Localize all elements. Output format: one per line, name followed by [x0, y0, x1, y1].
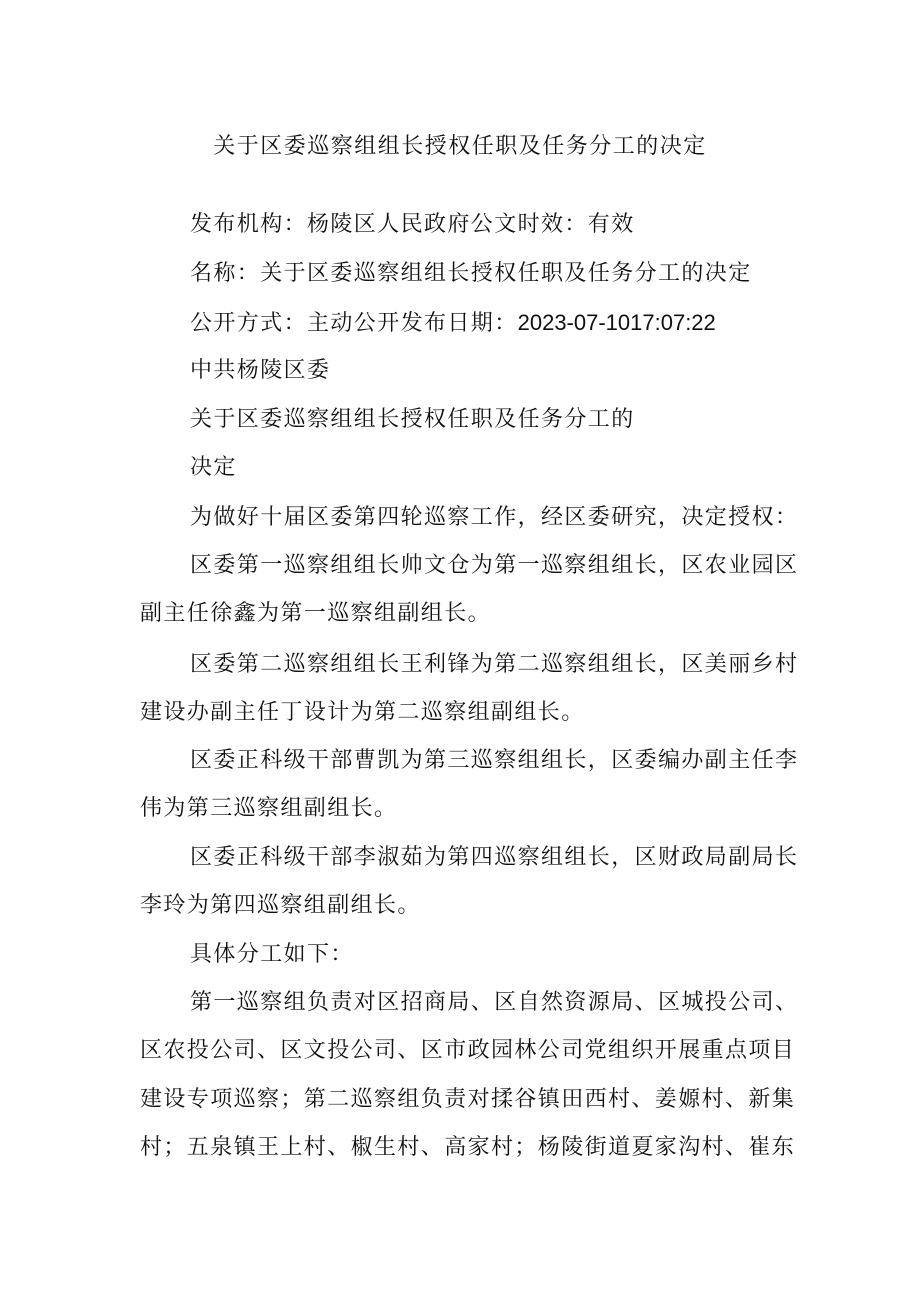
paragraph-line: 副主任徐鑫为第一巡察组副组长。	[140, 601, 492, 626]
paragraph-line: 李玲为第四巡察组副组长。	[140, 893, 421, 918]
issuer: 中共杨陵区委	[190, 358, 331, 383]
paragraph-line: 具体分工如下：	[190, 942, 354, 967]
paragraph-line: 区委第一巡察组组长帅文仓为第一巡察组组长，区农业园区	[190, 553, 799, 578]
name-line: 名称：关于区委巡察组组长授权任职及任务分工的决定	[190, 261, 752, 286]
paragraph-line: 建设专项巡察；第二巡察组负责对揉谷镇田西村、姜嫄村、新集	[140, 1087, 796, 1112]
subtitle-line-1: 关于区委巡察组组长授权任职及任务分工的	[190, 407, 635, 432]
paragraph-line: 区委第二巡察组组长王利锋为第二巡察组组长，区美丽乡村	[190, 652, 799, 677]
document-title: 关于区委巡察组组长授权任职及任务分工的决定	[213, 134, 707, 159]
paragraph-line: 区委正科级干部李淑茹为第四巡察组组长，区财政局副局长	[190, 845, 799, 870]
paragraph-line: 为做好十届区委第四轮巡察工作，经区委研究，决定授权：	[190, 505, 799, 530]
publish-datetime: 2023-07-1017:07:22	[517, 310, 716, 335]
paragraph-line: 区委正科级干部曹凯为第三巡察组组长，区委编办副主任李	[190, 748, 799, 773]
paragraph-line: 建设办副主任丁设计为第二巡察组副组长。	[140, 700, 585, 725]
paragraph-line: 伟为第三巡察组副组长。	[140, 796, 398, 821]
paragraph-line: 区农投公司、区文投公司、区市政园林公司党组织开展重点项目	[140, 1038, 796, 1063]
subtitle-line-2: 决定	[190, 455, 237, 480]
disclosure-line	[190, 308, 790, 338]
publisher-line: 发布机构：杨陵区人民政府公文时效：有效	[190, 212, 635, 237]
disclosure-label: 公开方式：主动公开发布日期：	[190, 311, 518, 336]
paragraph-line: 村；五泉镇王上村、椒生村、高家村；杨陵街道夏家沟村、崔东	[140, 1135, 796, 1160]
paragraph-line: 第一巡察组负责对区招商局、区自然资源局、区城投公司、	[190, 990, 799, 1015]
